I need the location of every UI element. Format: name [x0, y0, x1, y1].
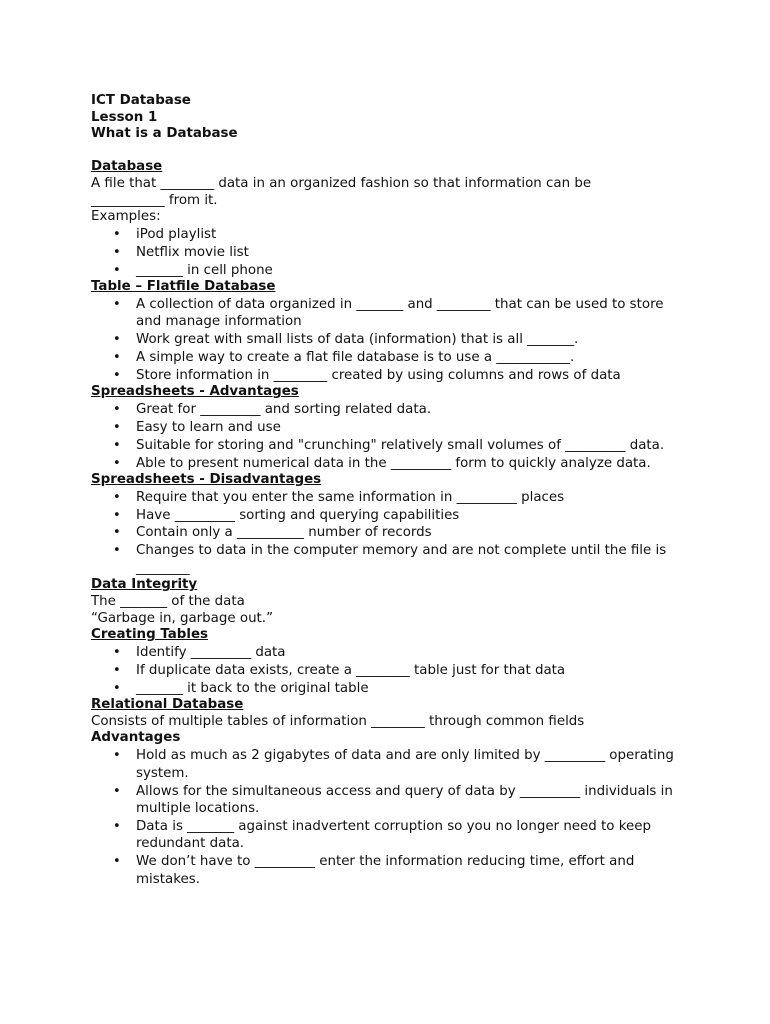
body-text: Examples: [91, 209, 161, 225]
section-creating-tables [91, 627, 691, 697]
list-item [91, 367, 691, 385]
bullet-icon: • [113, 367, 121, 383]
list-item [91, 455, 691, 473]
section-table-flatfile-database [91, 279, 691, 384]
bullet-icon: • [113, 244, 121, 260]
list-item-text: _______ it back to the original table [136, 680, 369, 696]
list-item [91, 226, 691, 244]
subheading: Advantages [91, 730, 181, 746]
section-relational-database [91, 697, 691, 888]
section-database [91, 159, 691, 279]
bullet-icon: • [113, 350, 121, 366]
list-item [91, 644, 691, 662]
list-item [91, 524, 691, 542]
section-heading: Database [91, 159, 163, 175]
list-item [91, 437, 691, 455]
bullet-icon: • [113, 507, 121, 523]
list-item-text: Able to present numerical data in the _________ form to quickly analyze data. [136, 455, 651, 471]
list-item-text: Changes to data in the computer memory and are not complete until the file is ________ [136, 543, 667, 576]
list-item [91, 747, 691, 782]
list-item [91, 662, 691, 680]
bullet-icon: • [113, 296, 121, 312]
section-heading: Table – Flatfile Database [91, 279, 276, 295]
bullet-icon: • [113, 419, 121, 435]
section-heading: Data Integrity [91, 577, 198, 593]
list-item-text: Work great with small lists of data (information) that is all _______. [136, 332, 579, 348]
list-item-text: Suitable for storing and "crunching" relatively small volumes of _________ data. [136, 437, 665, 453]
section-heading: Creating Tables [91, 627, 208, 643]
bullet-icon: • [113, 226, 121, 242]
bullet-icon: • [113, 748, 121, 764]
list-item [91, 296, 691, 331]
list-item-text: _______ in cell phone [136, 262, 273, 278]
list-item-text: Data is _______ against inadvertent corruption so you no longer need to keep redundant data. [136, 818, 651, 852]
bullet-icon: • [113, 854, 121, 870]
bullet-list [91, 747, 691, 888]
list-item-text: Great for _________ and sorting related data. [136, 402, 432, 418]
list-item [91, 331, 691, 349]
section-data-integrity [91, 577, 691, 627]
body-text: Consists of multiple tables of information ________ through common fields [91, 713, 585, 729]
bullet-icon: • [113, 455, 121, 471]
list-item [91, 401, 691, 419]
list-item-text: Store information in ________ created by using columns and rows of data [136, 367, 621, 383]
bullet-list [91, 296, 691, 385]
list-item [91, 507, 691, 525]
list-item-text: Contain only a __________ number of records [136, 525, 432, 541]
section-spreadsheets-disadvantages [91, 472, 691, 577]
lesson-label: Lesson 1 [91, 109, 158, 125]
body-text: “Garbage in, garbage out.” [91, 610, 274, 626]
bullet-icon: • [113, 402, 121, 418]
list-item-text: Hold as much as 2 gigabytes of data and are only limited by _________ operating system. [136, 748, 674, 781]
bullet-icon: • [113, 543, 121, 559]
bullet-list [91, 489, 691, 578]
list-item [91, 489, 691, 507]
bullet-icon: • [113, 645, 121, 660]
bullet-icon: • [113, 332, 121, 348]
list-item-text: We don’t have to _________ enter the information reducing time, effort and mistakes. [136, 854, 635, 887]
section-heading: Spreadsheets - Disadvantages [91, 472, 322, 488]
list-item [91, 542, 691, 577]
body-text: A file that ________ data in an organized fashion so that information can be [91, 175, 592, 191]
blank-line [91, 143, 691, 160]
bullet-icon: • [113, 818, 121, 834]
bullet-icon: • [113, 525, 121, 541]
list-item-text: A simple way to create a flat file database is to use a ___________. [136, 350, 575, 366]
list-item-text: Easy to learn and use [136, 419, 281, 435]
list-item-text: iPod playlist [136, 226, 217, 242]
list-item-text: Have _________ sorting and querying capabilities [136, 507, 460, 523]
section-heading: Relational Database [91, 697, 244, 713]
document-page [91, 93, 691, 888]
list-item-text: Netflix movie list [136, 244, 249, 260]
bullet-list [91, 226, 691, 279]
section-spreadsheets-advantages [91, 384, 691, 472]
list-item-text: Allows for the simultaneous access and query of data by _________ individuals in multiple locations. [136, 783, 673, 817]
document-title: ICT Database [91, 93, 191, 108]
list-item [91, 244, 691, 262]
bullet-icon: • [113, 437, 121, 453]
list-item-text: Identify _________ data [136, 645, 286, 660]
body-text: The _______ of the data [91, 594, 245, 610]
list-item [91, 262, 691, 280]
list-item [91, 818, 691, 853]
bullet-icon: • [113, 262, 121, 278]
bullet-icon: • [113, 783, 121, 799]
bullet-icon: • [113, 680, 121, 696]
list-item [91, 783, 691, 818]
document-subtitle: What is a Database [91, 126, 238, 142]
list-item [91, 349, 691, 367]
bullet-icon: • [113, 662, 121, 678]
bullet-list [91, 644, 691, 697]
list-item [91, 419, 691, 437]
bullet-icon: • [113, 489, 121, 505]
list-item-text: Require that you enter the same information in _________ places [136, 489, 565, 505]
list-item-text: If duplicate data exists, create a ________ table just for that data [136, 662, 566, 678]
list-item [91, 853, 691, 888]
sections-container [91, 159, 691, 888]
bullet-list [91, 401, 691, 472]
list-item [91, 680, 691, 698]
list-item-text: A collection of data organized in _______ and ________ that can be used to store and manage information [136, 296, 664, 330]
section-heading: Spreadsheets - Advantages [91, 384, 299, 400]
body-text: ___________ from it. [91, 192, 218, 208]
